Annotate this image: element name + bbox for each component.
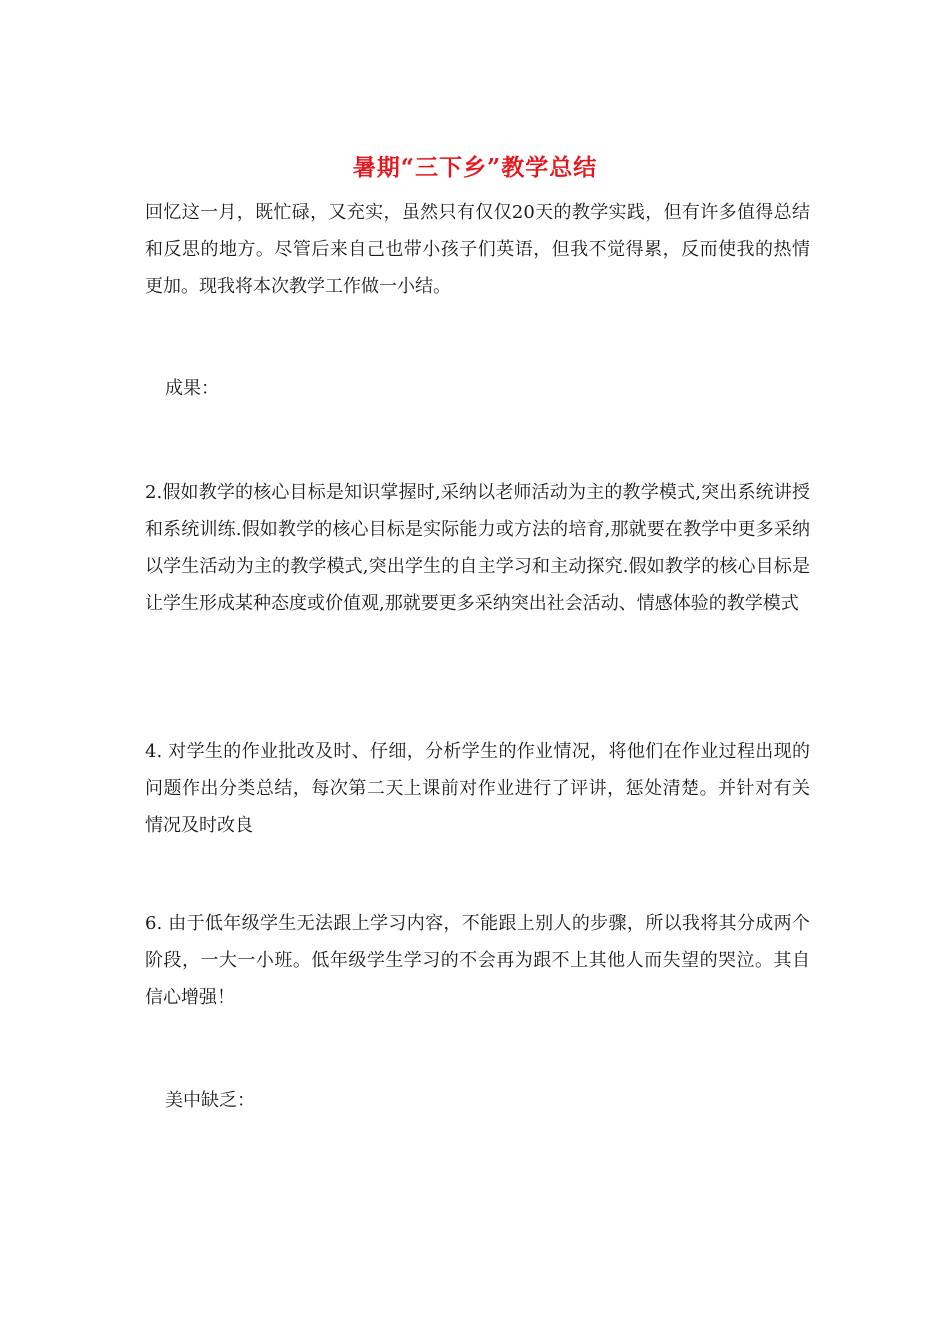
item-4-paragraph: 4. 对学生的作业批改及时、仔细，分析学生的作业情况，将他们在作业过程出现的问题作出分类总结，每次第二天上课前对作业进行了评讲，惩处清楚。并针对有关情况及时改良: [145, 741, 810, 836]
item-2-paragraph: 2.假如教学的核心目标是知识掌握时,采纳以老师活动为主的教学模式,突出系统讲授和系统训练.假如教学的核心目标是实际能力或方法的培育,那就要在教学中更多采纳以学生活动为主的教学模式,突出学生的自主学习和主动探究.假如教学的核心目标是让学生形成某种态度或价值观,那就要更多采纳突出社会活动、情感体验的教学模式: [145, 482, 810, 614]
results-heading: 成果：: [165, 378, 219, 399]
shortcomings-heading: 美中缺乏：: [165, 1090, 255, 1111]
intro-paragraph: 回忆这一月，既忙碌，又充实，虽然只有仅仅20天的教学实践，但有许多值得总结和反思的地方。尽管后来自己也带小孩子们英语，但我不觉得累，反而使我的热情更加。现我将本次教学工作做一小结。: [145, 202, 810, 297]
document-title: 暑期“三下乡”教学总结: [352, 154, 598, 181]
item-6-paragraph: 6. 由于低年级学生无法跟上学习内容，不能跟上别人的步骤，所以我将其分成两个阶段，一大一小班。低年级学生学习的不会再为跟不上其他人而失望的哭泣。其自信心增强！: [145, 913, 810, 1008]
